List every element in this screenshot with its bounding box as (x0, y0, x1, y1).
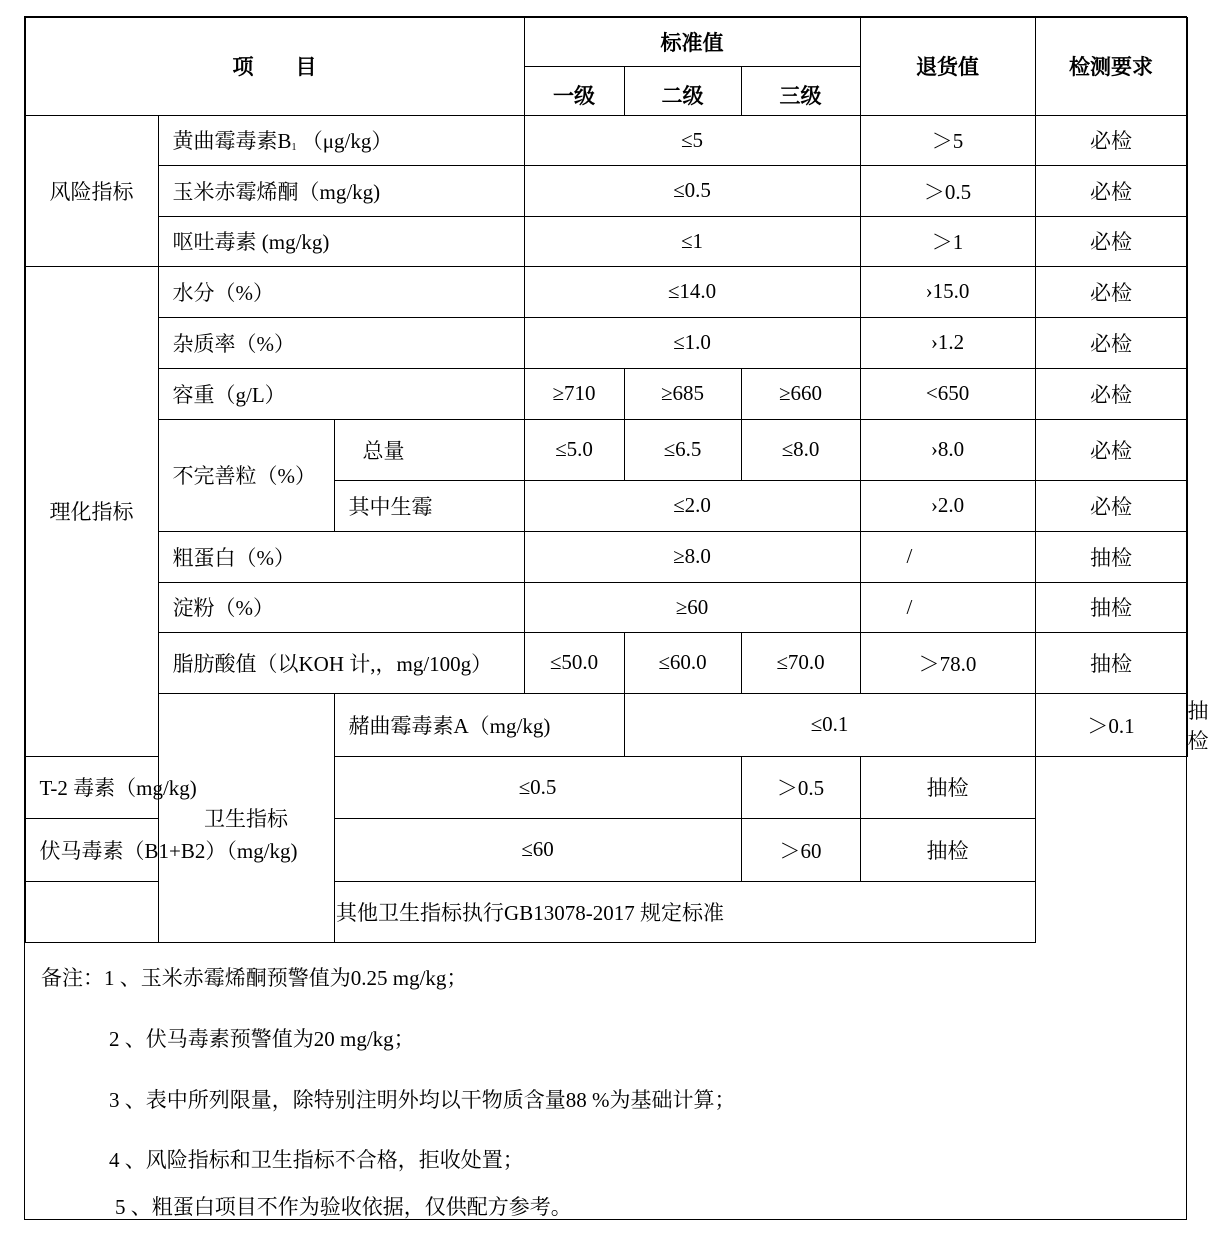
item-bulk-density: 容重（g/L） (158, 368, 524, 419)
standard-value: ≥8.0 (524, 531, 860, 582)
reject-value: ›1.2 (860, 317, 1035, 368)
header-reject: 退货值 (860, 17, 1035, 115)
grade2-value: ≤60.0 (624, 632, 741, 693)
standard-value: ≤2.0 (524, 480, 860, 531)
grade3-value: ≥660 (741, 368, 860, 419)
grade3-value: ≤70.0 (741, 632, 860, 693)
table-row (25, 881, 1187, 942)
table-row (25, 531, 1187, 582)
grade2-value: ≥685 (624, 368, 741, 419)
table-row (25, 165, 1187, 216)
requirement-value: 必检 (1035, 266, 1187, 317)
standards-table (25, 17, 1209, 943)
item-vomitoxin: 呕吐毒素 (mg/kg) (158, 216, 524, 266)
standard-value: ≤0.5 (334, 756, 741, 818)
requirement-value: 必检 (1035, 480, 1187, 531)
standards-document (24, 16, 1209, 1220)
note-2: 2 、伏马毒素预警值为20 mg/kg； (109, 1027, 415, 1051)
standard-value: ≤1.0 (524, 317, 860, 368)
requirement-value: 必检 (1035, 216, 1187, 266)
grade1-value: ≤50.0 (524, 632, 624, 693)
standard-value: ≤1 (524, 216, 860, 266)
item-aflatoxin: 黄曲霉毒素$B_1$ （μg/kg） (158, 115, 524, 165)
standard-value: ≤5 (524, 115, 860, 165)
header-grade2: 二级 (624, 66, 741, 115)
table-row (25, 368, 1187, 419)
requirement-value: 必检 (1035, 165, 1187, 216)
table-row (25, 419, 1187, 480)
header-standard: 标准值 (524, 17, 860, 66)
table-row (25, 818, 1187, 881)
reject-value: ＞0.5 (860, 165, 1035, 216)
item-moisture: 水分（%） (158, 266, 524, 317)
item-crude-protein: 粗蛋白（%） (158, 531, 524, 582)
reject-value: ›8.0 (860, 419, 1035, 480)
table-row: 卫生指标 赭曲霉毒素A（mg/kg) ≤0.1 ＞0.1 抽检 (25, 693, 1187, 756)
reject-value: ＞1 (860, 216, 1035, 266)
note-1: 备注：1 、玉米赤霉烯酮预警值为0.25 mg/kg； (41, 966, 468, 990)
item-starch: 淀粉（%） (158, 582, 524, 632)
note-4: 4 、风险指标和卫生指标不合格，拒收处置； (109, 1148, 524, 1172)
group-risk: 风险指标 (25, 115, 158, 266)
standard-value: ≤0.1 (624, 693, 1035, 756)
reject-value: ›15.0 (860, 266, 1035, 317)
item-zearalenone: 玉米赤霉烯酮（mg/kg) (158, 165, 524, 216)
standard-value: ≤0.5 (524, 165, 860, 216)
reject-value: ＞0.5 (741, 756, 860, 818)
group-physchem: 理化指标 (25, 266, 158, 756)
reject-value: ＞78.0 (860, 632, 1035, 693)
requirement-value: 必检 (1035, 368, 1187, 419)
table-row (25, 632, 1187, 693)
item-impurity: 杂质率（%） (158, 317, 524, 368)
standard-value: ≥60 (524, 582, 860, 632)
grade1-value: ≥710 (524, 368, 624, 419)
standard-value: ≤14.0 (524, 266, 860, 317)
item-t2-toxin: T-2 毒素（mg/kg) (25, 756, 334, 818)
header-item: 项 目 (25, 17, 524, 115)
reject-value: <650 (860, 368, 1035, 419)
item-ochratoxin: 赭曲霉毒素A（mg/kg) (334, 693, 624, 756)
table-row (25, 216, 1187, 266)
group-hygiene: 卫生指标 (158, 693, 334, 942)
item-imperfect-moldy: 其中生霉 (334, 480, 524, 531)
other-hygiene-note: 其他卫生指标执行GB13078-2017 规定标准 (25, 881, 1035, 942)
table-row (25, 317, 1187, 368)
reject-value: ＞0.1 (1035, 693, 1187, 756)
requirement-value: 抽检 (860, 756, 1035, 818)
header-row-1 (25, 17, 1187, 66)
reject-value: ›2.0 (860, 480, 1035, 531)
reject-value: ＞5 (860, 115, 1035, 165)
requirement-value: 必检 (1035, 317, 1187, 368)
table-row (25, 115, 1187, 165)
reject-value: ＞60 (741, 818, 860, 881)
table-row (25, 582, 1187, 632)
requirement-value: 抽检 (1035, 632, 1187, 693)
item-fatty-acid: 脂肪酸值（以KOH 计,，mg/100g） (158, 632, 524, 693)
table-row (25, 756, 1187, 818)
note-3: 3 、表中所列限量，除特别注明外均以干物质含量88 %为基础计算； (109, 1088, 736, 1112)
header-grade3: 三级 (741, 66, 860, 115)
standard-value: ≤60 (334, 818, 741, 881)
table-row (25, 266, 1187, 317)
note-5: 5 、粗蛋白项目不作为验收依据，仅供配方参考。 (115, 1195, 572, 1219)
item-fumonisin: 伏马毒素（B1+B2）（mg/kg) (25, 818, 334, 881)
grade1-value: ≤5.0 (524, 419, 624, 480)
requirement-value: 抽检 (1035, 531, 1187, 582)
header-requirement: 检测要求 (1035, 17, 1187, 115)
item-imperfect-total: 总量 (334, 419, 524, 480)
requirement-value: 必检 (1035, 419, 1187, 480)
grade2-value: ≤6.5 (624, 419, 741, 480)
grade3-value: ≤8.0 (741, 419, 860, 480)
reject-value: / (860, 582, 1035, 632)
reject-value: / (860, 531, 1035, 582)
item-imperfect-grains: 不完善粒（%） (158, 419, 334, 531)
header-grade1: 一级 (524, 66, 624, 115)
requirement-value: 抽检 (860, 818, 1035, 881)
requirement-value: 必检 (1035, 115, 1187, 165)
requirement-value: 抽检 (1035, 582, 1187, 632)
